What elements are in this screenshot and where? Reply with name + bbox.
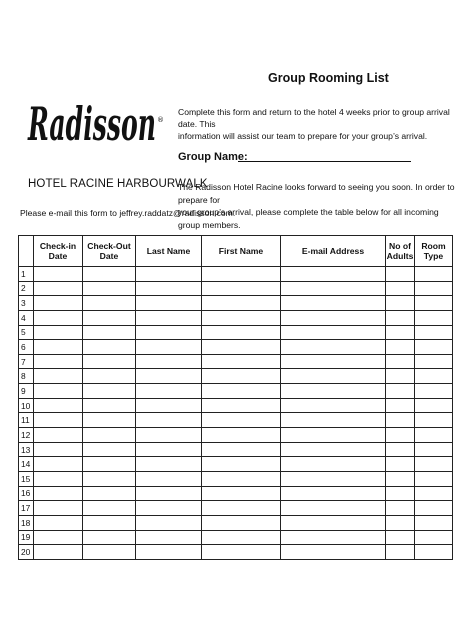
checkin-date-cell[interactable] xyxy=(34,325,83,340)
room-type-cell[interactable] xyxy=(415,369,453,384)
table-row xyxy=(19,369,453,384)
checkout-date-cell[interactable] xyxy=(83,515,136,530)
adults-cell[interactable] xyxy=(386,471,415,486)
adults-cell[interactable] xyxy=(386,296,415,311)
email-cell[interactable] xyxy=(281,442,386,457)
first-name-cell[interactable] xyxy=(202,515,281,530)
table-row xyxy=(19,457,453,472)
checkin-date-cell[interactable] xyxy=(34,354,83,369)
last-name-cell[interactable] xyxy=(136,545,202,560)
first-name-cell[interactable] xyxy=(202,486,281,501)
table-row xyxy=(19,545,453,560)
first-name-cell[interactable] xyxy=(202,413,281,428)
row-number: 6 xyxy=(19,340,34,355)
adults-cell[interactable] xyxy=(386,340,415,355)
checkout-date-cell[interactable] xyxy=(83,413,136,428)
adults-cell[interactable] xyxy=(386,545,415,560)
row-number: 10 xyxy=(19,398,34,413)
table-row xyxy=(19,530,453,545)
last-name-cell[interactable] xyxy=(136,369,202,384)
row-number: 4 xyxy=(19,310,34,325)
room-type-cell[interactable] xyxy=(415,267,453,282)
room-type-cell[interactable] xyxy=(415,384,453,399)
adults-cell[interactable] xyxy=(386,310,415,325)
first-name-cell[interactable] xyxy=(202,296,281,311)
adults-cell[interactable] xyxy=(386,281,415,296)
email-cell[interactable] xyxy=(281,281,386,296)
adults-cell[interactable] xyxy=(386,486,415,501)
last-name-cell[interactable] xyxy=(136,501,202,516)
first-name-cell[interactable] xyxy=(202,457,281,472)
first-name-cell[interactable] xyxy=(202,384,281,399)
first-name-cell[interactable] xyxy=(202,369,281,384)
adults-cell[interactable] xyxy=(386,515,415,530)
checkout-date-cell[interactable] xyxy=(83,340,136,355)
checkout-date-cell[interactable] xyxy=(83,369,136,384)
email-cell[interactable] xyxy=(281,325,386,340)
row-number: 13 xyxy=(19,442,34,457)
row-number: 2 xyxy=(19,281,34,296)
checkout-date-cell[interactable] xyxy=(83,471,136,486)
checkout-date-cell[interactable] xyxy=(83,428,136,443)
email-cell[interactable] xyxy=(281,310,386,325)
welcome-line-1: The Radisson Hotel Racine looks forward to seeing you soon. In order to prepare for xyxy=(178,182,455,205)
last-name-cell[interactable] xyxy=(136,310,202,325)
room-type-cell[interactable] xyxy=(415,340,453,355)
last-name-cell[interactable] xyxy=(136,340,202,355)
room-type-cell[interactable] xyxy=(415,442,453,457)
checkout-date-cell[interactable] xyxy=(83,486,136,501)
row-number: 11 xyxy=(19,413,34,428)
adults-cell[interactable] xyxy=(386,428,415,443)
table-row xyxy=(19,442,453,457)
table-row xyxy=(19,398,453,413)
email-instruction: Please e-mail this form to jeffrey.raddatz@radisson.com. xyxy=(20,208,236,218)
row-number: 9 xyxy=(19,384,34,399)
adults-cell[interactable] xyxy=(386,325,415,340)
first-name-cell[interactable] xyxy=(202,398,281,413)
checkout-date-cell[interactable] xyxy=(83,325,136,340)
table-row xyxy=(19,428,453,443)
row-number: 18 xyxy=(19,515,34,530)
checkin-date-cell[interactable] xyxy=(34,310,83,325)
email-header: E-mail Address xyxy=(281,236,386,267)
last-name-cell[interactable] xyxy=(136,515,202,530)
checkout-date-cell[interactable] xyxy=(83,442,136,457)
adults-cell[interactable] xyxy=(386,267,415,282)
last-name-cell[interactable] xyxy=(136,354,202,369)
group-name-field[interactable] xyxy=(238,161,411,162)
checkin-date-header: Check-in Date xyxy=(34,236,83,267)
room-type-cell[interactable] xyxy=(415,325,453,340)
email-cell[interactable] xyxy=(281,413,386,428)
welcome-line-2: your group’s arrival, please complete the table below for all incoming group members. xyxy=(178,207,439,230)
table-row xyxy=(19,310,453,325)
checkin-date-cell[interactable] xyxy=(34,515,83,530)
last-name-cell[interactable] xyxy=(136,442,202,457)
first-name-cell[interactable] xyxy=(202,530,281,545)
email-cell[interactable] xyxy=(281,369,386,384)
adults-cell[interactable] xyxy=(386,442,415,457)
checkin-date-cell[interactable] xyxy=(34,369,83,384)
email-cell[interactable] xyxy=(281,267,386,282)
welcome-text xyxy=(178,181,458,231)
row-number: 7 xyxy=(19,354,34,369)
checkout-date-cell[interactable] xyxy=(83,457,136,472)
last-name-cell[interactable] xyxy=(136,398,202,413)
last-name-cell[interactable] xyxy=(136,267,202,282)
room-type-cell[interactable] xyxy=(415,530,453,545)
adults-cell[interactable] xyxy=(386,398,415,413)
last-name-cell[interactable] xyxy=(136,486,202,501)
checkin-date-cell[interactable] xyxy=(34,384,83,399)
email-cell[interactable] xyxy=(281,296,386,311)
row-number: 3 xyxy=(19,296,34,311)
email-cell[interactable] xyxy=(281,471,386,486)
checkout-date-cell[interactable] xyxy=(83,545,136,560)
room-type-cell[interactable] xyxy=(415,354,453,369)
logo-subtitle: HOTEL RACINE HARBOURWALK xyxy=(28,178,208,190)
table-row xyxy=(19,296,453,311)
intro-line-2: information will assist our team to prepare for your group’s arrival. xyxy=(178,131,428,141)
first-name-cell[interactable] xyxy=(202,442,281,457)
table-row xyxy=(19,471,453,486)
table-row xyxy=(19,281,453,296)
checkin-date-cell[interactable] xyxy=(34,530,83,545)
adults-cell[interactable] xyxy=(386,354,415,369)
checkin-date-cell[interactable] xyxy=(34,501,83,516)
last-name-cell[interactable] xyxy=(136,428,202,443)
last-name-cell[interactable] xyxy=(136,384,202,399)
adults-cell[interactable] xyxy=(386,530,415,545)
row-number: 14 xyxy=(19,457,34,472)
last-name-cell[interactable] xyxy=(136,413,202,428)
checkin-date-cell[interactable] xyxy=(34,398,83,413)
checkin-date-cell[interactable] xyxy=(34,281,83,296)
row-number: 20 xyxy=(19,545,34,560)
table-body xyxy=(19,267,453,560)
table-row xyxy=(19,501,453,516)
email-cell[interactable] xyxy=(281,457,386,472)
table-row xyxy=(19,267,453,282)
email-cell[interactable] xyxy=(281,354,386,369)
table-row xyxy=(19,325,453,340)
room-type-cell[interactable] xyxy=(415,501,453,516)
email-cell[interactable] xyxy=(281,545,386,560)
room-type-cell[interactable] xyxy=(415,515,453,530)
room-type-cell[interactable] xyxy=(415,413,453,428)
row-number-header xyxy=(19,236,34,267)
checkin-date-cell[interactable] xyxy=(34,267,83,282)
row-number: 15 xyxy=(19,471,34,486)
checkin-date-cell[interactable] xyxy=(34,471,83,486)
room-type-cell[interactable] xyxy=(415,398,453,413)
checkout-date-cell[interactable] xyxy=(83,281,136,296)
room-type-cell[interactable] xyxy=(415,281,453,296)
row-number: 16 xyxy=(19,486,34,501)
first-name-cell[interactable] xyxy=(202,281,281,296)
checkin-date-cell[interactable] xyxy=(34,428,83,443)
checkin-date-cell[interactable] xyxy=(34,340,83,355)
checkin-date-cell[interactable] xyxy=(34,296,83,311)
intro-line-1: Complete this form and return to the hotel 4 weeks prior to group arrival date. This xyxy=(178,107,450,129)
last-name-cell[interactable] xyxy=(136,325,202,340)
rooming-table xyxy=(18,235,453,560)
last-name-cell[interactable] xyxy=(136,530,202,545)
row-number: 8 xyxy=(19,369,34,384)
checkout-date-cell[interactable] xyxy=(83,501,136,516)
checkin-date-cell[interactable] xyxy=(34,486,83,501)
email-cell[interactable] xyxy=(281,501,386,516)
first-name-cell[interactable] xyxy=(202,428,281,443)
svg-text:Radisson: Radisson xyxy=(26,97,156,151)
email-cell[interactable] xyxy=(281,530,386,545)
table-row xyxy=(19,340,453,355)
row-number: 17 xyxy=(19,501,34,516)
room-type-cell[interactable] xyxy=(415,457,453,472)
room-type-cell[interactable] xyxy=(415,296,453,311)
checkout-date-cell[interactable] xyxy=(83,267,136,282)
checkout-date-cell[interactable] xyxy=(83,296,136,311)
row-number: 12 xyxy=(19,428,34,443)
row-number: 19 xyxy=(19,530,34,545)
room-type-cell[interactable] xyxy=(415,428,453,443)
adults-cell[interactable] xyxy=(386,384,415,399)
first-name-cell[interactable] xyxy=(202,325,281,340)
intro-text xyxy=(178,106,458,142)
room-type-cell[interactable] xyxy=(415,545,453,560)
checkin-date-cell[interactable] xyxy=(34,442,83,457)
last-name-cell[interactable] xyxy=(136,471,202,486)
radisson-logo xyxy=(26,82,168,162)
table-header-row xyxy=(19,236,453,267)
table-row xyxy=(19,515,453,530)
adults-cell[interactable] xyxy=(386,501,415,516)
first-name-cell[interactable] xyxy=(202,471,281,486)
email-cell[interactable] xyxy=(281,428,386,443)
email-cell[interactable] xyxy=(281,486,386,501)
svg-text:®: ® xyxy=(157,116,164,124)
group-name-label: Group Name: xyxy=(178,151,248,163)
email-cell[interactable] xyxy=(281,398,386,413)
last-name-cell[interactable] xyxy=(136,281,202,296)
first-name-cell[interactable] xyxy=(202,310,281,325)
adults-cell[interactable] xyxy=(386,369,415,384)
room-type-cell[interactable] xyxy=(415,471,453,486)
checkout-date-cell[interactable] xyxy=(83,354,136,369)
row-number: 1 xyxy=(19,267,34,282)
first-name-cell[interactable] xyxy=(202,354,281,369)
checkout-date-header: Check-Out Date xyxy=(83,236,136,267)
email-cell[interactable] xyxy=(281,384,386,399)
checkin-date-cell[interactable] xyxy=(34,457,83,472)
room-type-cell[interactable] xyxy=(415,310,453,325)
email-cell[interactable] xyxy=(281,340,386,355)
page-title: Group Rooming List xyxy=(268,71,389,85)
checkout-date-cell[interactable] xyxy=(83,398,136,413)
first-name-cell[interactable] xyxy=(202,545,281,560)
first-name-header: First Name xyxy=(202,236,281,267)
checkout-date-cell[interactable] xyxy=(83,530,136,545)
first-name-cell[interactable] xyxy=(202,267,281,282)
checkin-date-cell[interactable] xyxy=(34,413,83,428)
checkout-date-cell[interactable] xyxy=(83,310,136,325)
table-row xyxy=(19,354,453,369)
first-name-cell[interactable] xyxy=(202,501,281,516)
table-row xyxy=(19,413,453,428)
table-row xyxy=(19,384,453,399)
adults-cell[interactable] xyxy=(386,413,415,428)
room-type-cell[interactable] xyxy=(415,486,453,501)
room-type-header: Room Type xyxy=(415,236,453,267)
adults-cell[interactable] xyxy=(386,457,415,472)
first-name-cell[interactable] xyxy=(202,340,281,355)
checkin-date-cell[interactable] xyxy=(34,545,83,560)
email-cell[interactable] xyxy=(281,515,386,530)
last-name-cell[interactable] xyxy=(136,457,202,472)
table-row xyxy=(19,486,453,501)
last-name-header: Last Name xyxy=(136,236,202,267)
adults-header: No of Adults xyxy=(386,236,415,267)
last-name-cell[interactable] xyxy=(136,296,202,311)
checkout-date-cell[interactable] xyxy=(83,384,136,399)
row-number: 5 xyxy=(19,325,34,340)
